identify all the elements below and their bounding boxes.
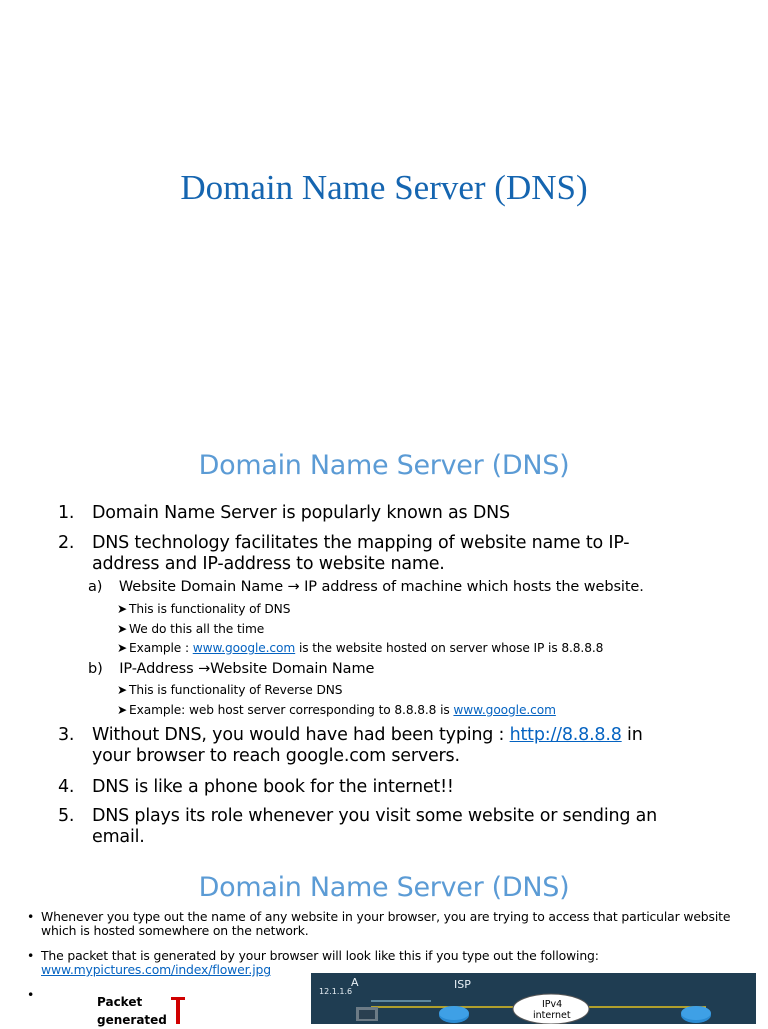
item-text: Domain Name Server is popularly known as DNS [92, 503, 510, 523]
bullet-dot-icon: • [27, 987, 35, 1002]
ip-link[interactable]: http://8.8.8.8 [509, 725, 622, 745]
cloud-label: internet [533, 1010, 571, 1021]
sub-item-label: a) [88, 579, 103, 595]
sub-point-text: We do this all the time [129, 622, 265, 636]
down-arrow-icon [170, 997, 186, 1024]
item-number: 4. [58, 777, 75, 797]
list-item [58, 777, 678, 798]
arrowhead-bullet-icon: ➤ [117, 641, 128, 655]
dns-browser-slide [0, 864, 768, 1027]
google-link[interactable]: www.google.com [453, 703, 556, 717]
arrowhead-bullet-icon: ➤ [117, 683, 128, 697]
sub-item-label: b) [88, 661, 103, 677]
item-number: 3. [58, 725, 75, 745]
isp-label: ISP [454, 978, 471, 991]
item-text: Without DNS, you would have had been typing : [92, 725, 510, 745]
bullet-text: The packet that is generated by your browser will look like this if you type out the following: [41, 948, 599, 963]
sub-item-right: Website Domain Name [210, 661, 375, 677]
list-item [58, 725, 678, 767]
google-link[interactable]: www.google.com [192, 641, 296, 655]
item-text: DNS technology facilitates the mapping of website name to IP-address and IP-address to website name. [92, 533, 630, 574]
sub-point [117, 641, 603, 655]
sub-item-left: IP-Address [119, 661, 194, 677]
item-text: in your browser to reach google.com servers. [92, 725, 643, 766]
mypictures-link[interactable]: www.mypictures.com/index/flower.jpg [41, 962, 271, 977]
sub-point-text: This is functionality of Reverse DNS [129, 683, 343, 697]
sub-point [117, 683, 342, 697]
sub-point-prefix: Example: web host server corresponding to 8.8.8.8 is [129, 703, 454, 717]
item-number: 5. [58, 806, 75, 826]
sub-point [117, 703, 556, 717]
slide-title: Domain Name Server (DNS) [180, 168, 588, 207]
cloud-label: IPv4 [542, 999, 563, 1010]
sub-point [117, 602, 290, 616]
arrowhead-bullet-icon: ➤ [117, 602, 128, 616]
list-item [58, 503, 678, 524]
packet-label: Packet generated [97, 995, 167, 1027]
dns-overview-slide [0, 432, 768, 864]
bullet-dot-icon: • [27, 948, 35, 963]
slide-title: Domain Name Server (DNS) [198, 872, 570, 903]
right-arrow-icon: → [198, 661, 211, 677]
bullet-dot-icon: • [27, 909, 35, 924]
item-text: DNS plays its role whenever you visit some website or sending an email. [92, 806, 658, 847]
right-arrow-icon: → [287, 579, 300, 595]
sub-item-right: IP address of machine which hosts the website. [304, 579, 644, 595]
item-text: DNS is like a phone book for the internet!! [92, 777, 454, 797]
item-number: 1. [58, 503, 75, 523]
list-item [58, 533, 678, 575]
sub-item-b [88, 661, 374, 677]
bullet-item [27, 910, 747, 938]
sub-point-suffix: is the website hosted on server whose IP is 8.8.8.8 [295, 641, 604, 655]
sub-point [117, 622, 264, 636]
arrowhead-bullet-icon: ➤ [117, 703, 128, 717]
sub-item-left: Website Domain Name [118, 579, 284, 595]
ip-label: 12.1.1.6 [319, 987, 353, 996]
sub-item-a [88, 579, 644, 595]
sub-point-prefix: Example : [129, 641, 193, 655]
item-number: 2. [58, 533, 75, 553]
sub-point-text: This is functionality of DNS [129, 602, 291, 616]
title-slide [0, 0, 768, 432]
arrowhead-bullet-icon: ➤ [117, 622, 128, 636]
network-diagram [311, 973, 756, 1024]
host-label: A [351, 976, 359, 989]
list-item [58, 806, 678, 848]
slide-title: Domain Name Server (DNS) [198, 450, 570, 481]
bullet-text: Whenever you type out the name of any website in your browser, you are trying to access that particular website which is hosted somewhere on the network. [41, 909, 731, 938]
